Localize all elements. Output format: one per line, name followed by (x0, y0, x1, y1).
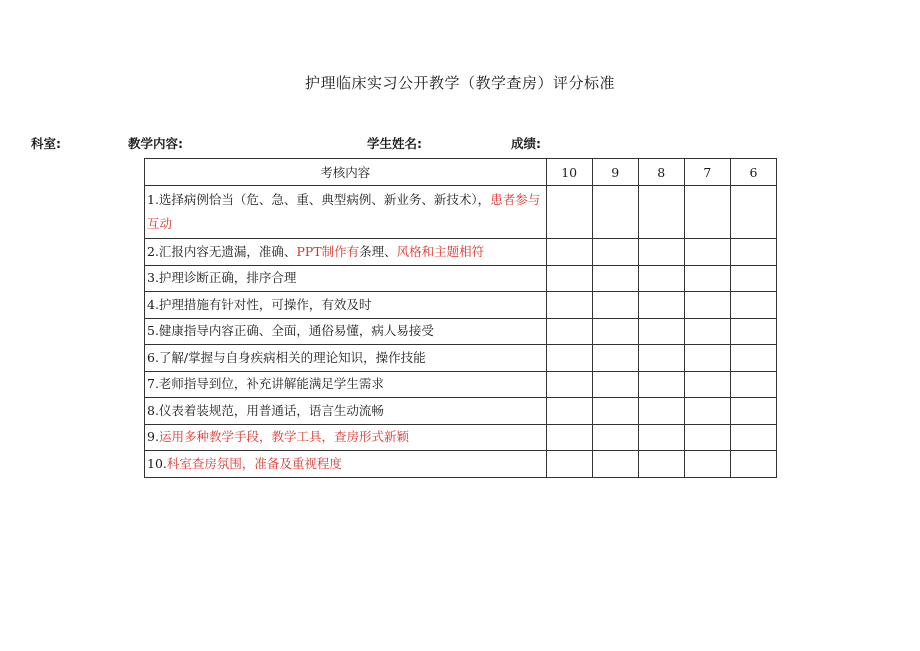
score-cell[interactable] (546, 292, 592, 319)
department-label: 科室: (31, 136, 61, 151)
score-cell[interactable] (546, 424, 592, 451)
score-cell[interactable] (684, 292, 730, 319)
score-cell[interactable] (592, 398, 638, 425)
teaching-content-label: 教学内容: (128, 136, 183, 151)
criterion-text: 条理、 (359, 243, 397, 259)
score-cell[interactable] (592, 292, 638, 319)
score-cell[interactable] (638, 186, 684, 239)
criterion-cell (145, 424, 547, 451)
criterion-text: 6.了解/掌握与自身疾病相关的理论知识，操作技能 (147, 349, 426, 365)
criterion-highlight-text: 患者参与互动 (147, 192, 541, 231)
score-cell[interactable] (684, 265, 730, 292)
criterion-text: 4.护理措施有针对性，可操作，有效及时 (147, 296, 372, 312)
table-row (145, 398, 777, 425)
score-cell[interactable] (592, 186, 638, 239)
score-cell[interactable] (546, 239, 592, 266)
score-cell[interactable] (730, 424, 776, 451)
score-cell[interactable] (592, 451, 638, 478)
criterion-text: 5.健康指导内容正确、全面，通俗易懂，病人易接受 (147, 323, 434, 339)
criterion-text: 9. (147, 429, 159, 445)
score-cell[interactable] (638, 371, 684, 398)
student-name-label: 学生姓名: (367, 136, 422, 151)
score-cell[interactable] (684, 186, 730, 239)
score-cell[interactable] (730, 292, 776, 319)
criterion-cell (145, 345, 547, 372)
scoring-table (144, 158, 777, 478)
score-cell[interactable] (546, 265, 592, 292)
header-score-8: 8 (638, 159, 684, 186)
score-cell[interactable] (546, 345, 592, 372)
score-cell[interactable] (684, 424, 730, 451)
criterion-highlight-text: 运用多种教学手段，教学工具，查房形式新颖 (158, 429, 409, 445)
score-cell[interactable] (638, 265, 684, 292)
criterion-cell (145, 371, 547, 398)
criterion-highlight-text: 风格和主题相符 (396, 243, 485, 259)
criterion-cell (145, 292, 547, 319)
criterion-cell (145, 186, 547, 239)
criterion-cell (145, 239, 547, 266)
header-score-10: 10 (546, 159, 592, 186)
score-cell[interactable] (684, 398, 730, 425)
score-cell[interactable] (546, 371, 592, 398)
score-cell[interactable] (684, 345, 730, 372)
score-cell[interactable] (592, 239, 638, 266)
score-cell[interactable] (638, 292, 684, 319)
score-cell[interactable] (684, 451, 730, 478)
score-cell[interactable] (730, 371, 776, 398)
criterion-text: 8.仪表着装规范，用普通话，语言生动流畅 (147, 402, 384, 418)
score-cell[interactable] (592, 345, 638, 372)
table-header-row (145, 159, 777, 186)
score-cell[interactable] (684, 239, 730, 266)
score-cell[interactable] (638, 345, 684, 372)
score-cell[interactable] (592, 318, 638, 345)
score-cell[interactable] (730, 398, 776, 425)
score-cell[interactable] (546, 318, 592, 345)
criterion-cell (145, 451, 547, 478)
table-row (145, 424, 777, 451)
score-cell[interactable] (730, 451, 776, 478)
table-row (145, 186, 777, 239)
score-cell[interactable] (546, 398, 592, 425)
score-label: 成绩: (511, 136, 541, 151)
score-cell[interactable] (684, 318, 730, 345)
header-score-6: 6 (730, 159, 776, 186)
table-row (145, 451, 777, 478)
document-title: 护理临床实习公开教学（教学查房）评分标准 (304, 74, 615, 92)
criterion-text: 10. (147, 455, 167, 471)
table-row (145, 371, 777, 398)
score-cell[interactable] (730, 265, 776, 292)
criterion-text: 7.老师指导到位，补充讲解能满足学生需求 (147, 376, 384, 392)
criterion-highlight-text: 科室查房氛围，准备及重视程度 (166, 455, 342, 471)
score-cell[interactable] (592, 371, 638, 398)
score-cell[interactable] (638, 239, 684, 266)
criterion-text: 2.汇报内容无遗漏，准确、 (147, 243, 297, 259)
score-cell[interactable] (638, 451, 684, 478)
criterion-highlight-text: PPT制作有 (296, 243, 360, 259)
table-row (145, 345, 777, 372)
table-row (145, 239, 777, 266)
table-row (145, 265, 777, 292)
score-cell[interactable] (684, 371, 730, 398)
header-score-9: 9 (592, 159, 638, 186)
criterion-cell (145, 398, 547, 425)
score-cell[interactable] (730, 186, 776, 239)
criterion-text: 1.选择病例恰当（危、急、重、典型病例、新业务、新技术）， (147, 192, 491, 207)
score-cell[interactable] (730, 345, 776, 372)
score-cell[interactable] (592, 265, 638, 292)
criterion-cell (145, 318, 547, 345)
score-cell[interactable] (592, 424, 638, 451)
table-row (145, 292, 777, 319)
table-row (145, 318, 777, 345)
header-score-7: 7 (684, 159, 730, 186)
score-cell[interactable] (546, 451, 592, 478)
score-cell[interactable] (546, 186, 592, 239)
criterion-cell (145, 265, 547, 292)
score-cell[interactable] (638, 424, 684, 451)
score-cell[interactable] (638, 398, 684, 425)
score-cell[interactable] (730, 318, 776, 345)
header-assessment-content: 考核内容 (145, 159, 547, 186)
criterion-text: 3.护理诊断正确，排序合理 (147, 270, 297, 286)
score-cell[interactable] (638, 318, 684, 345)
score-cell[interactable] (730, 239, 776, 266)
